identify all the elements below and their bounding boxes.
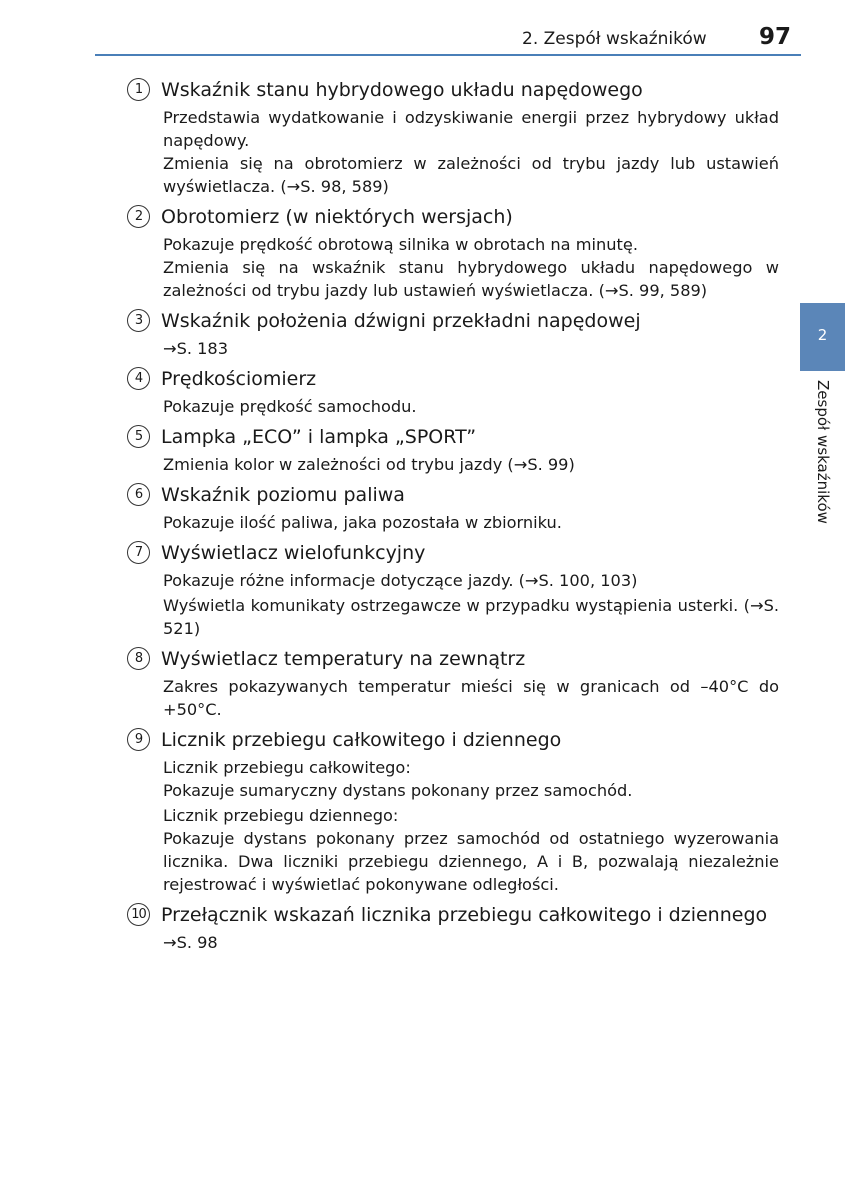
item-description: Pokazuje różne informacje dotyczące jazdy. (→S. 100, 103) (163, 571, 638, 590)
item-title: Wyświetlacz temperatury na zewnątrz (161, 647, 526, 670)
list-item (127, 726, 779, 896)
chapter-tab-label: Zespół wskaźników (814, 380, 832, 524)
chapter-title: 2. Zespół wskaźników (522, 29, 707, 49)
item-description: Przedstawia wydatkowanie i odzyskiwanie energii przez hybrydowy układ napędowy. (163, 108, 779, 150)
chapter-tab[interactable] (800, 303, 845, 371)
item-description: Pokazuje dystans pokonany przez samochód od ostatniego wyzerowania licznika. Dwa liczniki przebiegu dziennego, A i B, pozwalają niezależnie rejestrować i wyświetlać pokonywane odległości. (163, 829, 779, 894)
item-title: Lampka „ECO” i lampka „SPORT” (161, 425, 477, 448)
item-title: Wskaźnik poziomu paliwa (161, 483, 405, 506)
item-number-badge: 5 (127, 425, 150, 448)
item-description: Pokazuje sumaryczny dystans pokonany przez samochód. (163, 781, 633, 800)
item-description: Zmienia się na wskaźnik stanu hybrydowego układu napędowego w zależności od trybu jazdy lub ustawień wyświetlacza. (→S. 99, 589) (163, 258, 779, 300)
list-item (127, 481, 779, 534)
item-description: Zmienia się na obrotomierz w zależności od trybu jazdy lub ustawień wyświetlacza. (→S. 98, 589) (163, 154, 779, 196)
item-title: Licznik przebiegu całkowitego i dziennego (161, 728, 562, 751)
item-subheading: Licznik przebiegu całkowitego: (163, 758, 411, 777)
item-list (127, 76, 779, 959)
chapter-tab-number: 2 (817, 326, 828, 344)
item-number-badge: 1 (127, 78, 150, 101)
header-divider (95, 54, 801, 56)
list-item (127, 307, 779, 360)
item-description: Pokazuje prędkość obrotową silnika w obrotach na minutę. (163, 235, 638, 254)
item-title: Wskaźnik stanu hybrydowego układu napędowego (161, 78, 643, 101)
list-item (127, 203, 779, 302)
list-item (127, 76, 779, 198)
item-title: Wyświetlacz wielofunkcyjny (161, 541, 426, 564)
page-reference-link[interactable]: →S. 183 (163, 339, 229, 358)
list-item (127, 645, 779, 721)
item-description: Zakres pokazywanych temperatur mieści się w granicach od –40°C do +50°C. (163, 677, 779, 719)
page-header (0, 24, 845, 56)
item-number-badge: 3 (127, 309, 150, 332)
item-title: Wskaźnik położenia dźwigni przekładni napędowej (161, 309, 641, 332)
list-item (127, 365, 779, 418)
item-description: Zmienia kolor w zależności od trybu jazdy (→S. 99) (163, 455, 575, 474)
item-subheading: Licznik przebiegu dziennego: (163, 806, 399, 825)
page-reference-link[interactable]: →S. 98 (163, 933, 218, 952)
item-title: Przełącznik wskazań licznika przebiegu całkowitego i dziennego (161, 903, 768, 926)
list-item (127, 539, 779, 640)
item-number-badge: 9 (127, 728, 150, 751)
item-title: Obrotomierz (w niektórych wersjach) (161, 205, 513, 228)
item-number-badge: 4 (127, 367, 150, 390)
item-number-badge: 2 (127, 205, 150, 228)
item-description: Pokazuje ilość paliwa, jaka pozostała w zbiorniku. (163, 513, 562, 532)
item-number-badge: 8 (127, 647, 150, 670)
item-number-badge: 7 (127, 541, 150, 564)
item-title: Prędkościomierz (161, 367, 317, 390)
item-number-badge: 6 (127, 483, 150, 506)
list-item (127, 901, 779, 954)
list-item (127, 423, 779, 476)
item-description: Pokazuje prędkość samochodu. (163, 397, 417, 416)
item-description: Wyświetla komunikaty ostrzegawcze w przypadku wystąpienia usterki. (→S. 521) (163, 596, 779, 638)
item-number-badge: 10 (127, 903, 150, 926)
page-number: 97 (759, 24, 792, 50)
